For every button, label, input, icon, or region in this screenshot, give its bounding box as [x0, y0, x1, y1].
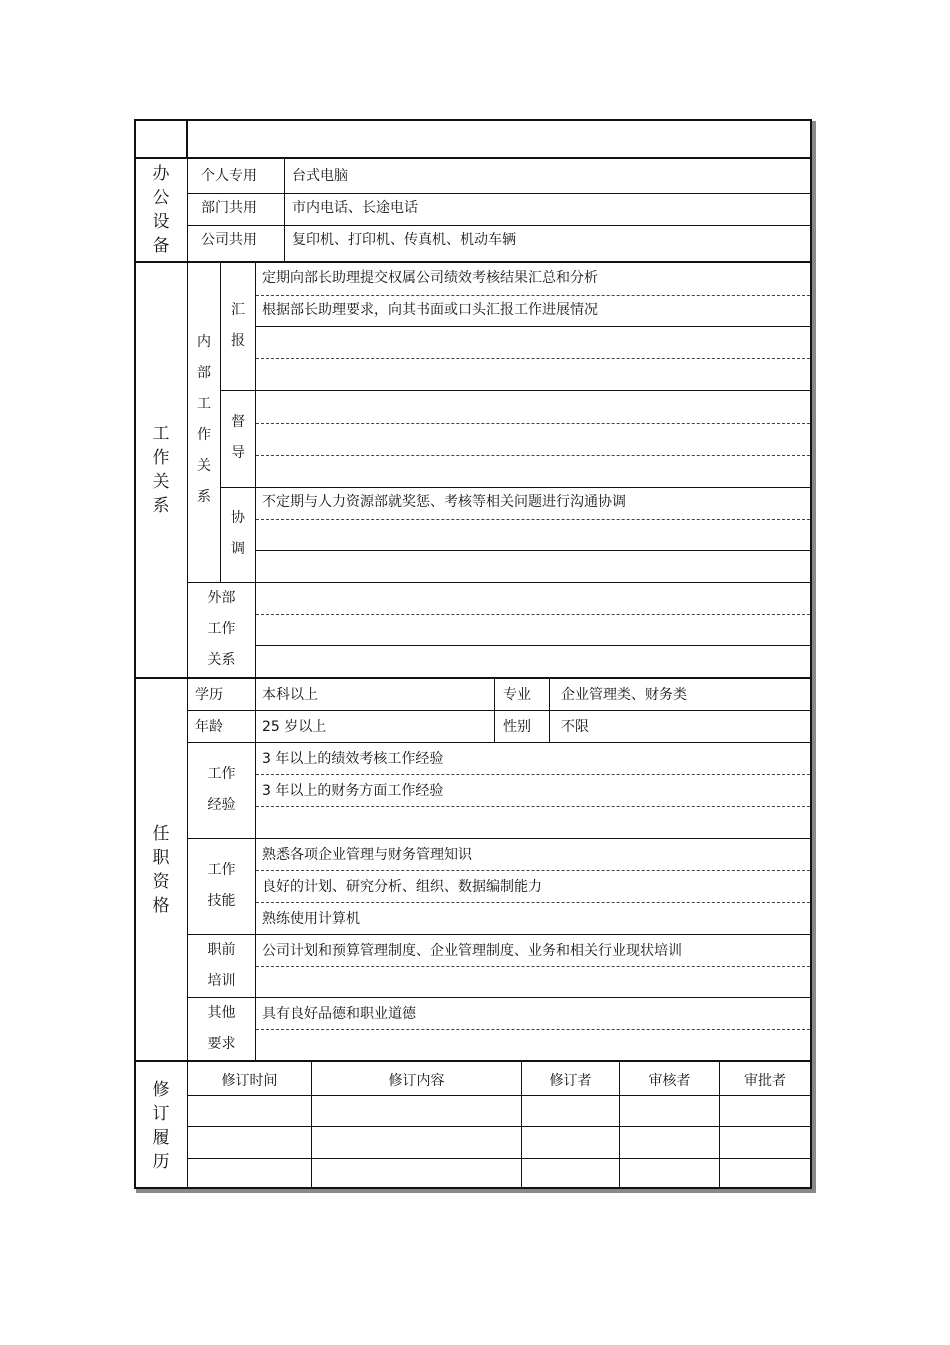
grid-line [284, 159, 285, 261]
training-item-1: 公司计划和预算管理制度、企业管理制度、业务和相关行业现状培训 [262, 943, 682, 959]
equipment-label-department: 部门共用 [201, 200, 257, 216]
grid-line [188, 193, 810, 194]
equipment-label-personal: 个人专用 [201, 168, 257, 184]
section-label-office-equipment: 办 公 设 备 [152, 164, 170, 256]
dashed-line [256, 806, 810, 807]
grid-line [188, 710, 810, 711]
grid-line [188, 934, 810, 935]
dashed-line [256, 423, 810, 424]
other-item-1: 具有良好品德和职业道德 [262, 1006, 416, 1022]
dashed-line [256, 902, 810, 903]
coordinate-item-1: 不定期与人力资源部就奖惩、考核等相关问题进行沟通协调 [262, 494, 626, 510]
experience-item-1: 3 年以上的绩效考核工作经验 [262, 751, 444, 767]
dashed-line [256, 358, 810, 359]
equipment-label-company: 公司共用 [201, 232, 257, 248]
grid-line [256, 645, 810, 646]
age-label: 年龄 [195, 719, 223, 735]
grid-line [188, 838, 810, 839]
grid-line [256, 326, 810, 327]
dashed-line [256, 870, 810, 871]
report-label: 汇 报 [231, 302, 245, 349]
report-item-2: 根据部长助理要求，向其书面或口头汇报工作进展情况 [262, 302, 598, 318]
grid-line [187, 159, 188, 261]
table-shadow-right [812, 121, 816, 1191]
grid-line [188, 1126, 810, 1127]
grid-line [221, 390, 810, 391]
section-divider [136, 157, 810, 159]
supervise-label: 督 导 [231, 414, 245, 461]
dashed-line [256, 966, 810, 967]
table-shadow-bottom [136, 1189, 816, 1193]
report-item-1: 定期向部长助理提交权属公司绩效考核结果汇总和分析 [262, 270, 598, 286]
grid-line [188, 1158, 810, 1159]
gender-label: 性别 [503, 719, 531, 735]
section-divider [136, 677, 810, 679]
equipment-value-personal: 台式电脑 [292, 168, 348, 184]
skills-label: 工作 技能 [207, 862, 236, 909]
external-relations-label: 外部 工作 关系 [207, 590, 236, 668]
equipment-value-department: 市内电话、长途电话 [292, 200, 418, 216]
experience-label: 工作 经验 [207, 766, 236, 813]
revision-header-reviewer: 审核者 [648, 1073, 691, 1089]
skills-item-2: 良好的计划、研究分析、组织、数据编制能力 [262, 879, 542, 895]
training-label: 职前 培训 [207, 942, 236, 989]
grid-line [188, 582, 810, 583]
grid-line [188, 225, 810, 226]
grid-line [256, 550, 810, 551]
experience-item-2: 3 年以上的财务方面工作经验 [262, 783, 444, 799]
section-label-qualifications: 任 职 资 格 [152, 823, 170, 916]
major-label: 专业 [503, 687, 531, 703]
coordinate-label: 协 调 [231, 510, 245, 557]
skills-item-1: 熟悉各项企业管理与财务管理知识 [262, 847, 472, 863]
section-divider [136, 1060, 810, 1062]
dashed-line [256, 295, 810, 296]
grid-line [221, 487, 810, 488]
revision-header-approver: 审批者 [744, 1073, 786, 1089]
skills-item-3: 熟练使用计算机 [262, 911, 360, 927]
age-value: 25 岁以上 [262, 719, 327, 735]
dashed-line [256, 774, 810, 775]
equipment-value-company: 复印机、打印机、传真机、机动车辆 [292, 232, 516, 248]
revision-header-content: 修订内容 [388, 1073, 445, 1089]
major-value: 企业管理类、财务类 [561, 687, 687, 703]
revision-header-reviser: 修订者 [549, 1073, 592, 1089]
internal-relations-label: 内 部 工 作 关 系 [197, 334, 211, 505]
section-divider [136, 261, 810, 263]
revision-header-date: 修订时间 [221, 1073, 278, 1089]
dashed-line [256, 1029, 810, 1030]
education-value: 本科以上 [262, 687, 318, 703]
gender-value: 不限 [561, 719, 589, 735]
grid-line [188, 997, 810, 998]
dashed-line [256, 455, 810, 456]
education-label: 学历 [195, 687, 223, 703]
top-row-divider [186, 121, 188, 157]
grid-line [188, 742, 810, 743]
section-label-work-relations: 工 作 关 系 [152, 424, 170, 516]
dashed-line [256, 614, 810, 615]
other-requirements-label: 其他 要求 [207, 1005, 236, 1052]
section-label-revision-history: 修 订 履 历 [152, 1079, 170, 1172]
dashed-line [256, 519, 810, 520]
